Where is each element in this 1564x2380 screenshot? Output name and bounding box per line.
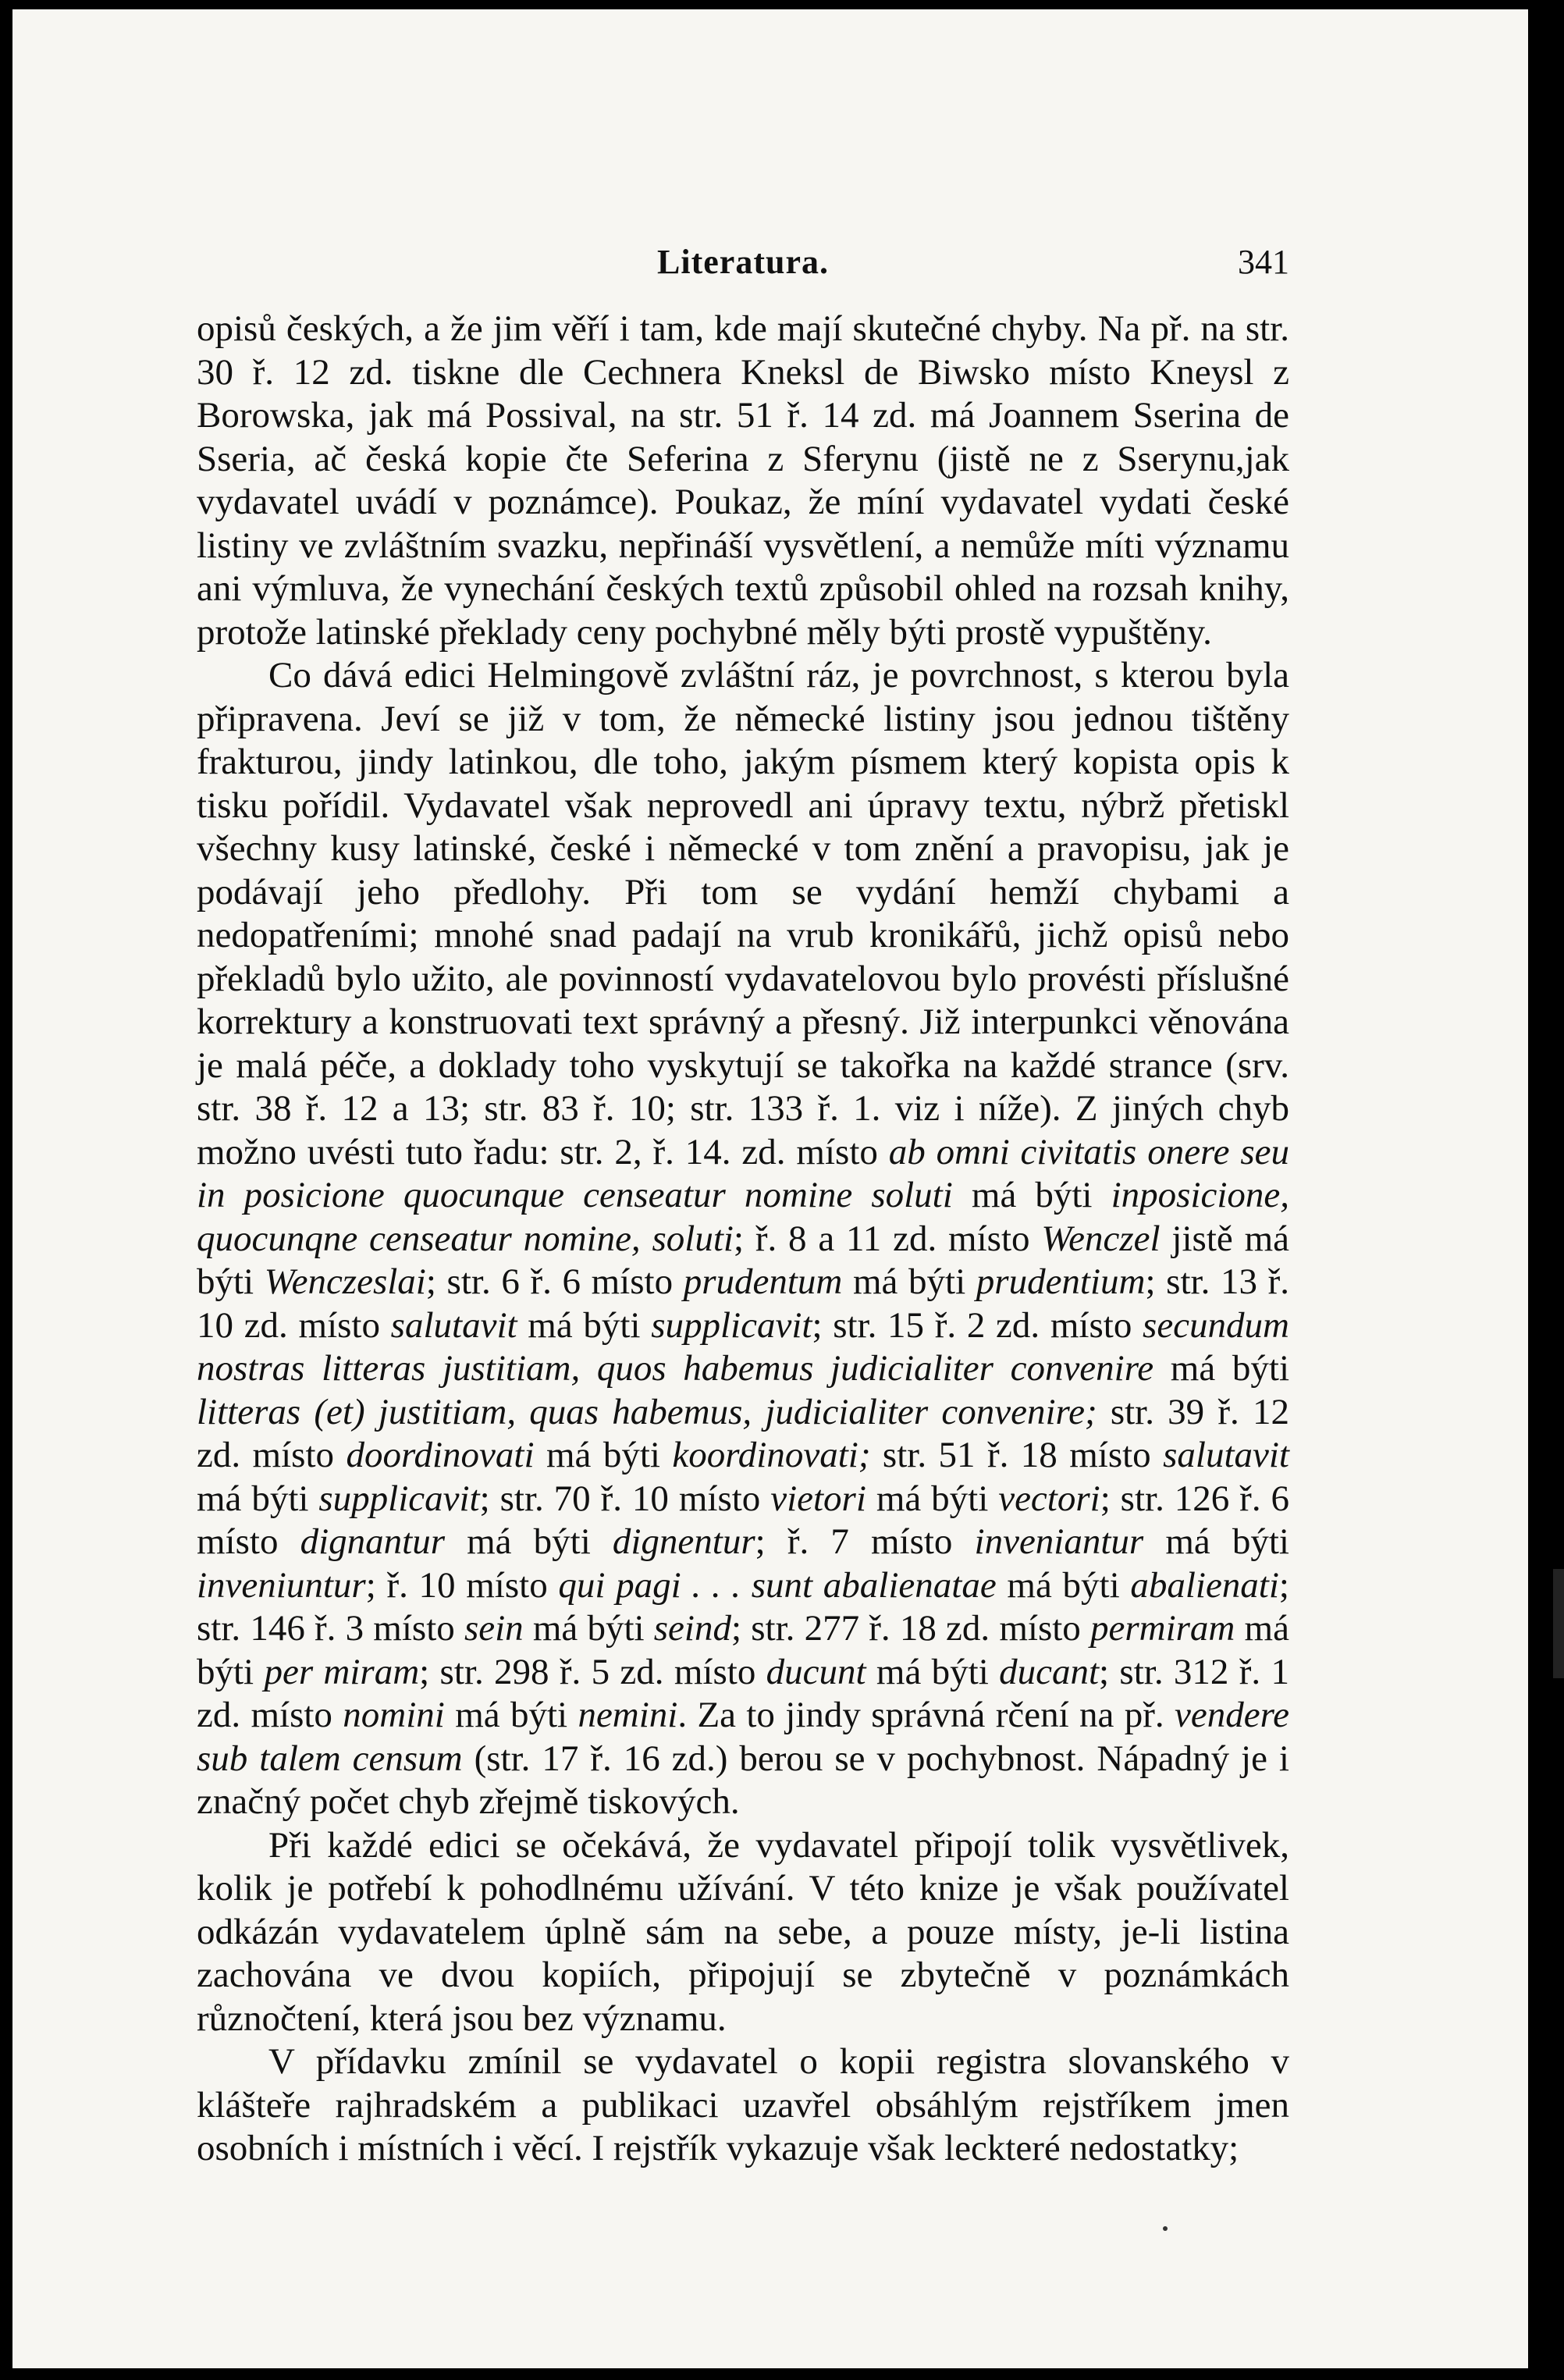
scanned-page <box>12 9 1528 2368</box>
scan-speck <box>1163 2226 1168 2231</box>
paragraph-4: V přídavku zmínil se vydavatel o kopii registra slovanského v klášteře rajhradském a publikaci uzavřel obsáhlým rejstříkem jmen osobních i místních i věcí. I rejstřík vykazuje však leckteré nedostatky; <box>197 2041 1289 2168</box>
body-text <box>197 308 1289 2171</box>
running-header <box>197 242 1289 289</box>
page-number: 341 <box>1238 243 1289 281</box>
paragraph-2: Co dává edici Helmingově zvláštní ráz, je povrchnost, s kterou byla připravena. Jeví se již v tom, že německé listiny jsou jednou tištěny frakturou, jindy latinkou, dle toho, jakým písmem který kopista opis k tisku pořídil. Vydavatel však neprovedl ani úpravy textu, nýbrž přetiskl všechny kusy latinské, české i německé v tom znění a pravopisu, jak je podávají jeho předlohy. Při tom se vydání hemží chybami a nedopatřeními; mnohé snad padají na vrub kronikářů, jichž opisů nebo překladů bylo užito, ale povinností vydavatelovou bylo provésti příslušné korrektury a konstruovati text správný a přesný. Již interpunkci věnována je malá péče, a doklady toho vyskytují se takořka na každé strance (srv. str. 38 ř. 12 a 13; str. 83 ř. 10; str. 133 ř. 1. viz i níže). Z jiných chyb možno uvésti tuto řadu: str. 2, ř. 14. zd. místo ab omni civitatis onere seu in posicione quocunque censeatur nomine soluti má býti inposicione, quocunqne censeatur nomine, soluti; ř. 8 a 11 zd. místo Wenczel jistě má býti Wenczeslai; str. 6 ř. 6 místo prudentum má býti prudentium; str. 13 ř. 10 zd. místo salutavit má býti supplicavit; str. 15 ř. 2 zd. místo secundum nostras litteras justitiam, quos habemus judicialiter convenire má býti litteras (et) justitiam, quas habemus, judicialiter convenire; str. 39 ř. 12 zd. místo doordinovati má býti koordinovati; str. 51 ř. 18 místo salutavit má býti supplicavit; str. 70 ř. 10 místo vietori má býti vectori; str. 126 ř. 6 místo dignantur má býti dignentur; ř. 7 místo inveniantur má býti inveniuntur; ř. 10 místo qui pagi . . . sunt abalienatae má býti abalienati; str. 146 ř. 3 místo sein má býti seind; str. 277 ř. 18 zd. místo permiram má býti per miram; str. 298 ř. 5 zd. místo ducunt má býti ducant; str. 312 ř. 1 zd. místo nomini má býti nemini. Za to jindy správná rčení na př. vendere sub talem censum (str. 17 ř. 16 zd.) berou se v pochybnost. Nápadný je i značný počet chyb zřejmě tiskových. <box>197 655 1289 1822</box>
scan-edge-mark <box>1553 1569 1564 1678</box>
running-title: Literatura. <box>657 243 829 281</box>
paragraph-1: opisů českých, a že jim věří i tam, kde mají skutečné chyby. Na př. na str. 30 ř. 12 zd. tiskne dle Cechnera Kneksl de Biwsko místo Kneysl z Borowska, jak má Possival, na str. 51 ř. 14 zd. má Joannem Sserina de Sseria, ač česká kopie čte Seferina z Sferynu (jistě ne z Sserynu,jak vydavatel uvádí v poznámce). Poukaz, že míní vydavatel vydati české listiny ve zvláštním svazku, nepřináší vysvětlení, a nemůže míti významu ani výmluva, že vynechání českých textů způsobil ohled na rozsah knihy, protože latinské překlady ceny pochybné měly býti prostě vypuštěny. <box>197 308 1289 653</box>
paragraph-3: Při každé edici se očekává, že vydavatel připojí tolik vysvětlivek, kolik je potřebí k pohodlnému užívání. V této knize je však používatel odkázán vydavatelem úplně sám na sebe, a pouze místy, je-li listina zachována ve dvou kopiích, připojují se zbytečně v poznámkách různočtení, která jsou bez významu. <box>197 1824 1289 2039</box>
